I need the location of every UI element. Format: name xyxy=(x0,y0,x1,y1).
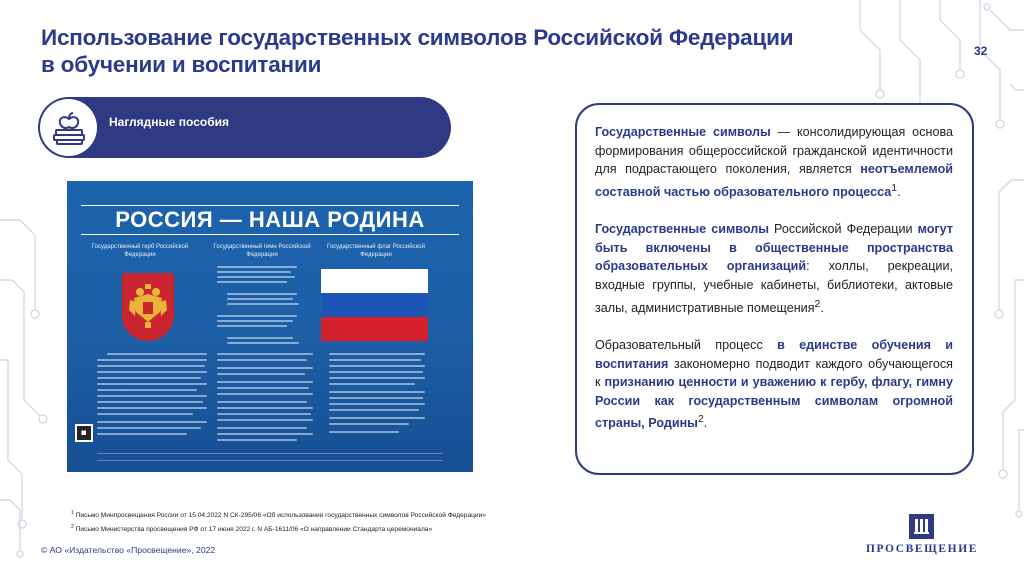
info-p2-end: . xyxy=(820,300,824,315)
poster-text-line xyxy=(227,342,299,344)
poster-text-line xyxy=(329,403,425,405)
info-p3-highlight-2: признанию ценности и уважению к гербу, флагу, гимну России как государственным символам огромной страны, Родины xyxy=(595,375,953,431)
poster-text-line xyxy=(217,266,297,268)
poster-text-line xyxy=(227,298,293,300)
poster-footer-line xyxy=(97,460,443,461)
poster-text-line xyxy=(217,407,313,409)
poster-text-line xyxy=(97,359,207,361)
poster-title: РОССИЯ — НАША РОДИНА xyxy=(81,205,459,235)
info-p2-term: Государственные символы xyxy=(595,222,769,237)
poster-text-line xyxy=(217,325,287,327)
footnote-2 xyxy=(71,522,486,536)
poster-text-line xyxy=(97,383,207,385)
poster-footer-line xyxy=(97,453,443,454)
page-number: 32 xyxy=(974,44,988,58)
info-p3-highlight: в единстве обучения и воспитания xyxy=(595,337,953,371)
flag-stripe-blue xyxy=(321,293,428,317)
info-p1-text: — консолидирующая основа формирования общероссийской гражданской идентичности для подрастающего поколения, является xyxy=(595,125,953,177)
poster-column-title-anthem: Государственный гимн Российской Федерации xyxy=(213,244,311,258)
poster-text-line xyxy=(217,381,313,383)
poster-text-line xyxy=(217,281,287,283)
poster-text-line xyxy=(97,427,201,429)
page-title-line-2: в обучении и воспитании xyxy=(41,52,322,77)
flag-stripe-red xyxy=(321,317,428,341)
poster-text-line xyxy=(329,391,425,393)
info-p1-highlight: неотъемлемой составной частью образовательного процесса xyxy=(595,162,953,199)
info-p1-end: . xyxy=(897,184,901,199)
flag-stripe-white xyxy=(321,269,428,293)
poster-text-line xyxy=(97,433,187,435)
poster-text-line xyxy=(217,271,291,273)
poster-text-line xyxy=(329,397,423,399)
poster-text-line xyxy=(329,383,415,385)
info-p1-footnote-ref: 1 xyxy=(891,181,898,194)
page-title-line-1: Использование государственных символов Российской Федерации xyxy=(41,25,794,50)
poster-text-line xyxy=(97,395,207,397)
poster-text-line xyxy=(97,377,201,379)
section-label: Наглядные пособия xyxy=(109,115,229,129)
info-p3-text: Образовательный процесс xyxy=(595,337,778,352)
poster-text-line xyxy=(227,337,293,339)
poster-text-line xyxy=(329,359,421,361)
poster-text-line xyxy=(97,389,197,391)
poster-text-line xyxy=(329,371,423,373)
poster-text-line xyxy=(97,407,207,409)
poster-text-line xyxy=(217,413,311,415)
copyright: © АО «Издательство «Просвещение», 2022 xyxy=(41,545,216,555)
qr-code-icon xyxy=(75,424,93,442)
poster-text-line xyxy=(217,367,313,369)
poster-text-line xyxy=(227,293,297,295)
circuit-decoration-right xyxy=(975,170,1024,530)
poster-text-line xyxy=(329,377,425,379)
coat-of-arms-image xyxy=(122,273,174,341)
section-header-pill xyxy=(38,97,451,158)
footnote-1 xyxy=(71,508,486,522)
poster-text-line xyxy=(329,409,419,411)
info-card xyxy=(575,103,974,475)
poster-text-line xyxy=(97,413,193,415)
poster-text-line xyxy=(107,353,207,355)
books-apple-icon xyxy=(50,109,88,147)
poster-text-line xyxy=(217,439,297,441)
footnote-1-number: 1 xyxy=(71,510,74,516)
poster-text-line xyxy=(217,373,305,375)
publisher-logo-mark-icon xyxy=(909,514,934,539)
info-paragraph-1 xyxy=(595,123,953,202)
poster-text-line xyxy=(329,423,409,425)
info-paragraph-3 xyxy=(595,336,953,433)
footnote-2-number: 2 xyxy=(71,523,74,530)
poster-text-line xyxy=(329,417,425,419)
circuit-decoration-left xyxy=(0,200,60,570)
info-p3-end: . xyxy=(703,416,708,431)
page-title xyxy=(41,24,801,78)
poster-text-line xyxy=(217,393,313,395)
poster-text-line xyxy=(329,431,399,433)
poster-image xyxy=(67,181,473,472)
poster-text-line xyxy=(217,359,307,361)
poster-text-line xyxy=(217,401,307,403)
info-paragraph-2 xyxy=(595,220,953,317)
info-p1-term: Государственные символы xyxy=(595,125,771,139)
info-p2-highlight: могут быть включены в общественные пространства образовательных организаций xyxy=(595,222,954,274)
info-p3-footnote-ref: 2 xyxy=(697,413,704,426)
poster-text-line xyxy=(329,365,425,367)
poster-text-line xyxy=(217,315,297,317)
footnote-2-text: Письмо Министерства просвещения РФ от 17 июня 2022 г. N АБ-1611/06 «О направлении Стандарта церемониала» xyxy=(73,525,433,533)
footnote-1-text: Письмо Минпросвещения России от 15.04.2022 N СК-295/06 «Об использовании государственных символов Российской Федерации» xyxy=(73,512,486,520)
poster-column-title-coat: Государственный герб Российской Федерации xyxy=(91,244,189,258)
info-card-text xyxy=(595,123,953,452)
footnotes xyxy=(71,508,486,535)
section-icon-container xyxy=(40,99,97,156)
poster-text-line xyxy=(97,371,207,373)
poster-text-line xyxy=(217,320,293,322)
poster-column-title-flag: Государственный флаг Российской Федерации xyxy=(327,244,425,258)
poster-text-line xyxy=(217,353,313,355)
info-p3-text-2: закономерно подводит каждого обучающегося к xyxy=(595,356,953,390)
poster-text-line xyxy=(217,276,295,278)
poster-text-line xyxy=(217,427,307,429)
poster-text-line xyxy=(97,401,203,403)
publisher-logo-text: ПРОСВЕЩЕНИЕ xyxy=(865,543,979,555)
poster-text-line xyxy=(329,353,425,355)
double-headed-eagle-icon xyxy=(128,282,168,332)
poster-text-line xyxy=(227,303,299,305)
info-p2-footnote-ref: 2 xyxy=(814,297,821,310)
poster-text-line xyxy=(217,387,309,389)
info-p2-text: Российской Федерации xyxy=(768,222,918,237)
poster-text-line xyxy=(97,421,207,423)
info-p2-list: : холлы, рекреации, входные группы, учебные кабинеты, библиотеки, актовые залы, административные помещения xyxy=(595,259,953,315)
publisher-logo xyxy=(852,514,992,558)
poster-text-line xyxy=(217,433,313,435)
russian-flag-image xyxy=(321,269,428,341)
poster-text-line xyxy=(97,365,205,367)
poster-text-line xyxy=(217,419,313,421)
